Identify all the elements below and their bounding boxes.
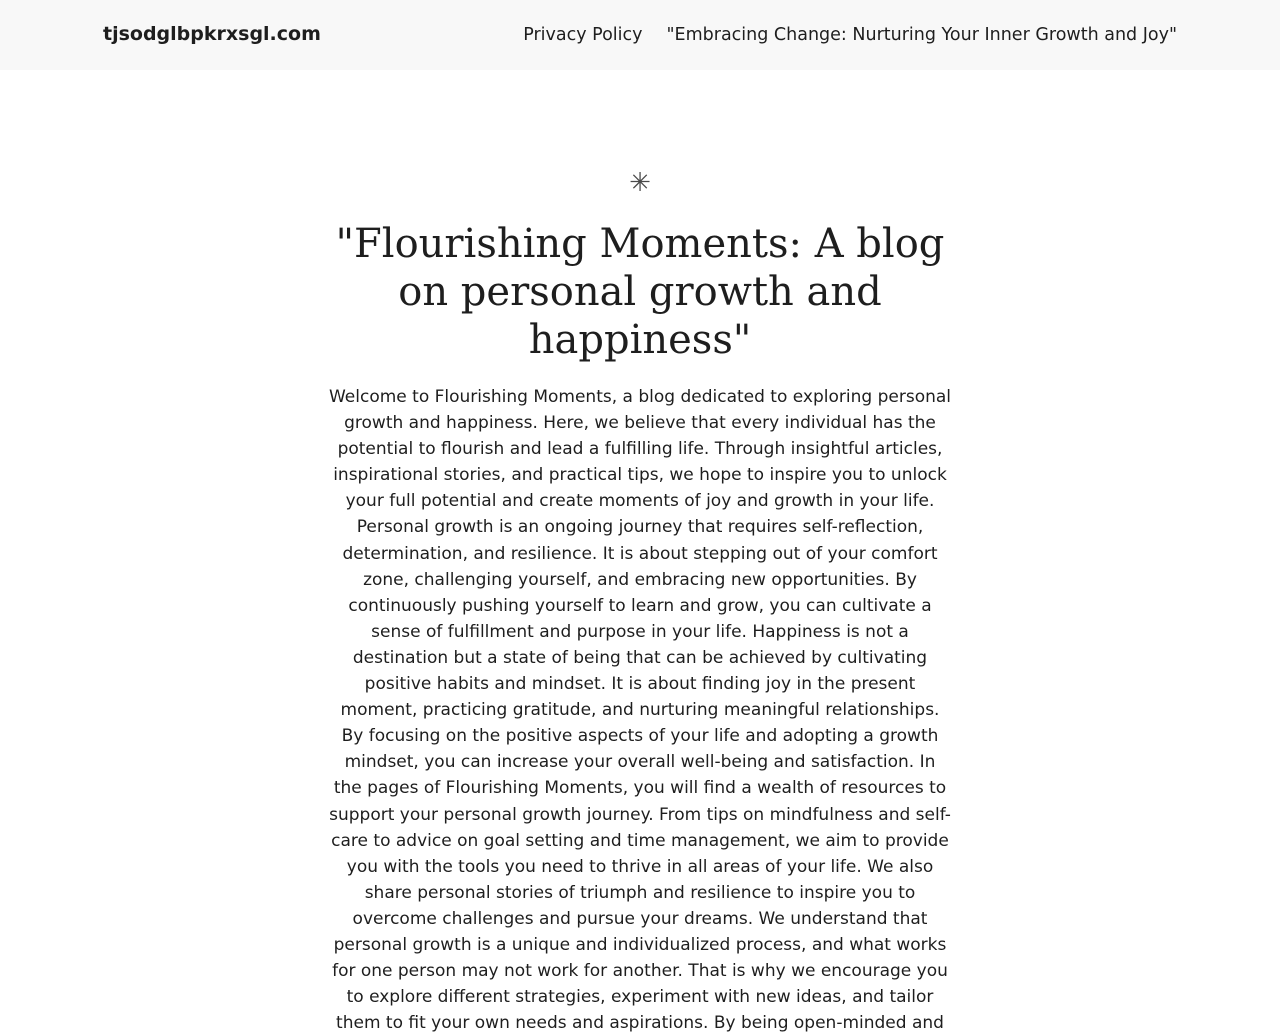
page-title: "Flourishing Moments: A blog on personal growth and happiness" (335, 221, 945, 363)
primary-nav (523, 22, 1177, 48)
site-title-link[interactable]: tjsodglbpkrxsgl.com (103, 23, 321, 45)
asterisk-separator-icon: ✳ (629, 168, 651, 198)
site-header (0, 0, 1280, 70)
nav-link-embracing-change[interactable]: "Embracing Change: Nurturing Your Inner Growth and Joy" (666, 25, 1177, 45)
nav-link-privacy-policy[interactable]: Privacy Policy (523, 25, 643, 45)
post-body-text: Welcome to Flourishing Moments, a blog dedicated to exploring personal growth and happiness. Here, we believe that every individual has the potential to flourish and lead a fulfilling life. Through insightful articles, inspirational stories, and practical tips, we hope to inspire you to unlock your full potential and create moments of joy and growth in your life. Personal growth is an ongoing journey that requires self-reflection, determination, and resilience. It is about stepping out of your comfort zone, challenging yourself, and embracing new opportunities. By continuously pushing yourself to learn and grow, you can cultivate a sense of fulfillment and purpose in your life. Happiness is not a destination but a state of being that can be achieved by cultivating positive habits and mindset. It is about finding joy in the present moment, practicing gratitude, and nurturing meaningful relationships. By focusing on the positive aspects of your life and adopting a growth mindset, you can increase your overall well-being and satisfaction. In the pages of Flourishing Moments, you will find a wealth of resources to support your personal growth journey. From tips on mindfulness and self-care to advice on goal setting and time management, we aim to provide you with the tools you need to thrive in all areas of your life. We also share personal stories of triumph and resilience to inspire you to overcome challenges and pursue your dreams. We understand that personal growth is a unique and individualized process, and what works for one person may not work for another. That is why we encourage you to explore different strategies, experiment with new ideas, and tailor them to fit your own needs and aspirations. By being open-minded and (328, 387, 952, 1034)
